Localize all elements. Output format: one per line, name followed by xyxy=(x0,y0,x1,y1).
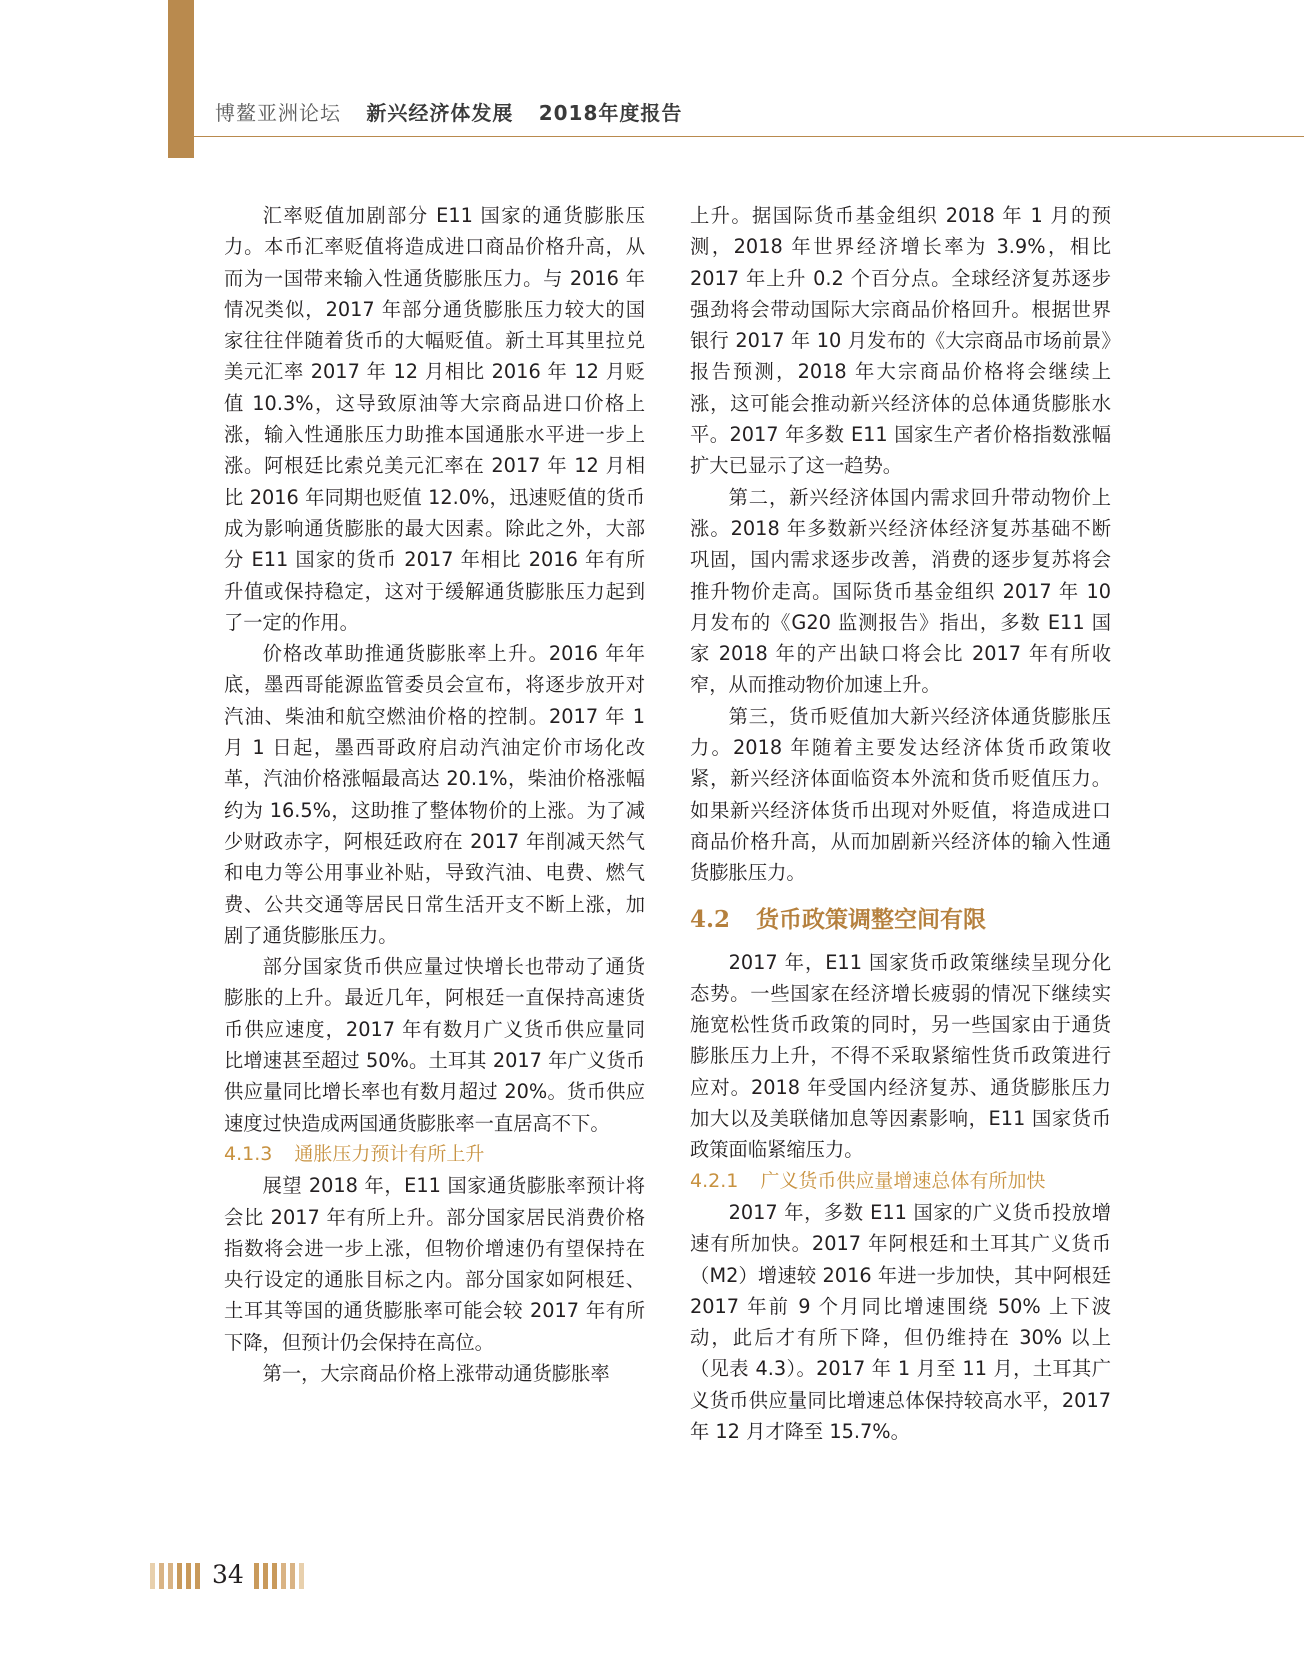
footer-stripe xyxy=(299,1563,304,1589)
footer-stripe xyxy=(281,1563,286,1589)
footer-stripe xyxy=(254,1563,259,1589)
section-title: 货币政策调整空间有限 xyxy=(756,905,987,933)
footer-stripe xyxy=(272,1563,277,1589)
header-forum-name: 博鳌亚洲论坛 xyxy=(215,101,341,125)
paragraph: 第三，货币贬值加大新兴经济体通货膨胀压力。2018 年随着主要发达经济体货币政策收紧，新兴经济体面临资本外流和货币贬值压力。如果新兴经济体货币出现对外贬值，将造成进口商品价格升高，从而加剧新兴经济体的输入性通货膨胀压力。 xyxy=(690,704,1111,885)
subsection-number: 4.1.3 xyxy=(224,1142,273,1165)
subsection-title: 广义货币供应量增速总体有所加快 xyxy=(760,1169,1046,1192)
paragraph: 第一，大宗商品价格上涨带动通货膨胀率 xyxy=(262,1361,610,1385)
footer-stripe xyxy=(186,1563,191,1589)
paragraph: 展望 2018 年，E11 国家通货膨胀率预计将会比 2017 年有所上升。部分国家居民消费价格指数将会进一步上涨，但物价增速仍有望保持在央行设定的通胀目标之内。部分国家如阿根廷、土耳其等国的通货膨胀率可能会较 2017 年有所下降，但预计仍会保持在高位。 xyxy=(224,1174,645,1354)
right-text-column xyxy=(690,200,1111,1447)
footer-stripe xyxy=(177,1563,182,1589)
footer-stripe xyxy=(263,1563,268,1589)
running-header xyxy=(215,97,682,126)
footer-stripe xyxy=(195,1563,200,1589)
paragraph: 2017 年，E11 国家货币政策继续呈现分化态势。一些国家在经济增长疲弱的情况下继续实施宽松性货币政策的同时，另一些国家由于通货膨胀压力上升，不得不采取紧缩性货币政策进行应对。2018 年受国内经济复苏、通货膨胀压力加大以及美联储加息等因素影响，E11 国家货币政策面临紧缩压力。 xyxy=(690,950,1111,1162)
paragraph: 上升。据国际货币基金组织 2018 年 1 月的预测，2018 年世界经济增长率为 3.9%，相比 2017 年上升 0.2 个百分点。全球经济复苏逐步强劲将会带动国际大宗商品价格回升。根据世界银行 2017 年 10 月发布的《大宗商品市场前景》报告预测，2018 年大宗商品价格将会继续上涨，这可能会推动新兴经济体的总体通货膨胀水平。2017 年多数 E11 国家生产者价格指数涨幅扩大已显示了这一趋势。 xyxy=(690,204,1111,478)
paragraph: 第二，新兴经济体国内需求回升带动物价上涨。2018 年多数新兴经济体经济复苏基础不断巩固，国内需求逐步改善，消费的逐步复苏将会推升物价走高。国际货币基金组织 2017 年 10 月发布的《G20 监测报告》指出，多数 E11 国家 2018 年的产出缺口将会比 2017 年有所收窄，从而推动物价加速上升。 xyxy=(690,485,1111,697)
paragraph: 汇率贬值加剧部分 E11 国家的通货膨胀压力。本币汇率贬值将造成进口商品价格升高，从而为一国带来输入性通货膨胀压力。与 2016 年情况类似，2017 年部分通货膨胀压力较大的国家往往伴随着货币的大幅贬值。新土耳其里拉兑美元汇率 2017 年 12 月相比 2016 年 12 月贬值 10.3%，这导致原油等大宗商品进口价格上涨，输入性通胀压力助推本国通胀水平进一步上涨。阿根廷比索兑美元汇率在 2017 年 12 月相比 2016 年同期也贬值 12.0%，迅速贬值的货币成为影响通货膨胀的最大因素。除此之外，大部分 E11 国家的货币 2017 年相比 2016 年有所升值或保持稳定，这对于缓解通货膨胀压力起到了一定的作用。 xyxy=(224,204,645,634)
footer-stripe xyxy=(290,1563,295,1589)
header-series-title: 新兴经济体发展 xyxy=(366,101,514,125)
subsection-heading-4-2-1 xyxy=(690,1166,1111,1197)
subsection-title: 通胀压力预计有所上升 xyxy=(294,1142,485,1165)
footer-stripe xyxy=(168,1563,173,1589)
paragraph: 2017 年，多数 E11 国家的广义货币投放增速有所加快。2017 年阿根廷和土耳其广义货币（M2）增速较 2016 年进一步加快，其中阿根廷 2017 年前 9 个月同比增速围绕 50% 上下波动，此后才有所下降，但仍维持在 30% 以上（见表 4.3）。2017 年 1 月至 11 月，土耳其广义货币供应量同比增速总体保持较高水平，2017 年 12 月才降至 15.7%。 xyxy=(690,1200,1111,1443)
footer-stripe xyxy=(150,1563,155,1589)
footer-stripes-left xyxy=(150,1563,200,1589)
paragraph: 部分国家货币供应量过快增长也带动了通货膨胀的上升。最近几年，阿根廷一直保持高速货币供应速度，2017 年有数月广义货币供应量同比增速甚至超过 50%。土耳其 2017 年广义货币供应量同比增长率也有数月超过 20%。货币供应速度过快造成两国通货膨胀率一直居高不下。 xyxy=(224,955,645,1135)
page-number: 34 xyxy=(212,1560,244,1589)
header-year-label: 2018年度报告 xyxy=(538,101,683,125)
paragraph: 价格改革助推通货膨胀率上升。2016 年年底，墨西哥能源监管委员会宣布，将逐步放开对汽油、柴油和航空燃油价格的控制。2017 年 1 月 1 日起，墨西哥政府启动汽油定价市场化改革，汽油价格涨幅最高达 20.1%，柴油价格涨幅约为 16.5%，这助推了整体物价的上涨。为了减少财政赤字，阿根廷政府在 2017 年削减天然气和电力等公用事业补贴，导致汽油、电费、燃气费、公共交通等居民日常生活开支不断上涨，加剧了通货膨胀压力。 xyxy=(224,642,645,947)
footer-stripes-right xyxy=(254,1563,304,1589)
subsection-number: 4.2.1 xyxy=(690,1169,739,1192)
section-number: 4.2 xyxy=(690,905,731,933)
subsection-heading-4-1-3 xyxy=(224,1139,645,1170)
left-text-column xyxy=(224,200,645,1389)
header-accent-bar xyxy=(168,0,194,158)
footer-stripe xyxy=(159,1563,164,1589)
header-rule xyxy=(194,136,1304,137)
section-heading-4-2 xyxy=(690,903,1111,937)
